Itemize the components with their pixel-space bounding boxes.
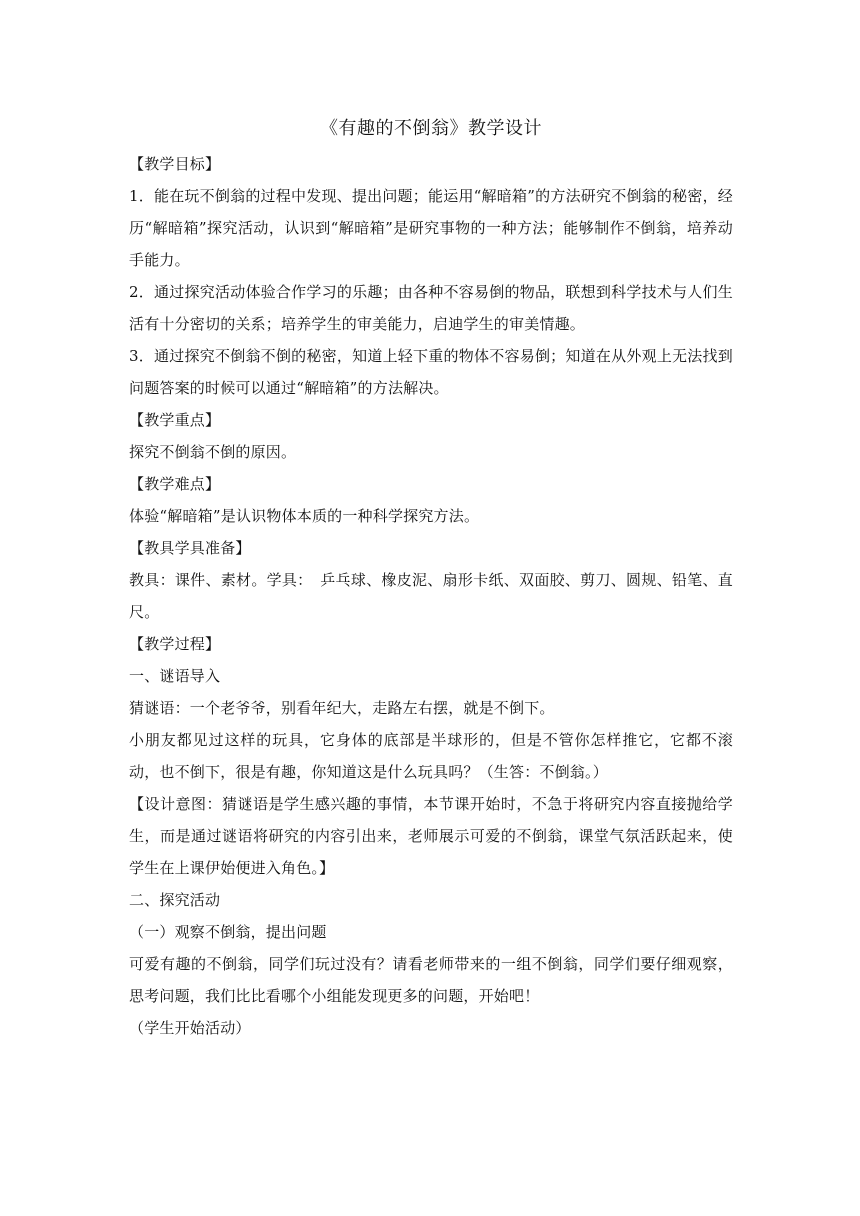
section-heading-objectives: 【教学目标】 (129, 155, 221, 173)
materials-text: 教具：课件、素材。学具： 乒乓球、橡皮泥、扇形卡纸、双面胶、剪刀、圆规、铅笔、直尺。 (129, 571, 733, 621)
toy-description: 小朋友都见过这样的玩具，它身体的底部是半球形的，但是不管你怎样推它，它都不滚动，也不倒下，很是有趣，你知道这是什么玩具吗？（生答：不倒翁。） (129, 731, 733, 781)
objective-3: 3．通过探究不倒翁不倒的秘密，知道上轻下重的物体不容易倒；知道在从外观上无法找到问题答案的时候可以通过“解暗箱”的方法解决。 (129, 347, 733, 397)
section-heading-difficulties: 【教学难点】 (129, 475, 221, 493)
subheading-observe: （一）观察不倒翁，提出问题 (129, 923, 327, 941)
difficulty-text: 体验“解暗箱”是认识物体本质的一种科学探究方法。 (129, 507, 480, 525)
objective-1: 1．能在玩不倒翁的过程中发现、提出问题；能运用“解暗箱”的方法研究不倒翁的秘密，经历“解暗箱”探究活动，认识到“解暗箱”是研究事物的一种方法；能够制作不倒翁，培养动手能力。 (129, 187, 733, 269)
riddle-text: 猜谜语：一个老爷爷，别看年纪大，走路左右摆，就是不倒下。 (129, 699, 555, 717)
observe-text: 可爱有趣的不倒翁，同学们玩过没有？请看老师带来的一组不倒翁，同学们要仔细观察，思考问题，我们比比看哪个小组能发现更多的问题，开始吧！ (129, 955, 733, 1005)
subheading-inquiry-activity: 二、探究活动 (129, 891, 221, 909)
key-point-text: 探究不倒翁不倒的原因。 (129, 443, 297, 461)
section-heading-key-points: 【教学重点】 (129, 411, 221, 429)
subheading-riddle-intro: 一、谜语导入 (129, 667, 221, 685)
student-activity-note: （学生开始活动） (129, 1019, 251, 1037)
document-body (129, 112, 733, 1044)
section-heading-process: 【教学过程】 (129, 635, 221, 653)
objective-2: 2．通过探究活动体验合作学习的乐趣；由各种不容易倒的物品，联想到科学技术与人们生活有十分密切的关系；培养学生的审美能力，启迪学生的审美情趣。 (129, 283, 733, 333)
section-heading-materials: 【教具学具准备】 (129, 539, 251, 557)
document-title: 《有趣的不倒翁》教学设计 (320, 118, 542, 139)
design-intent: 【设计意图：猜谜语是学生感兴趣的事情，本节课开始时，不急于将研究内容直接抛给学生，而是通过谜语将研究的内容引出来，老师展示可爱的不倒翁，课堂气氛活跃起来，使学生在上课伊始便进入角色。】 (129, 795, 733, 877)
